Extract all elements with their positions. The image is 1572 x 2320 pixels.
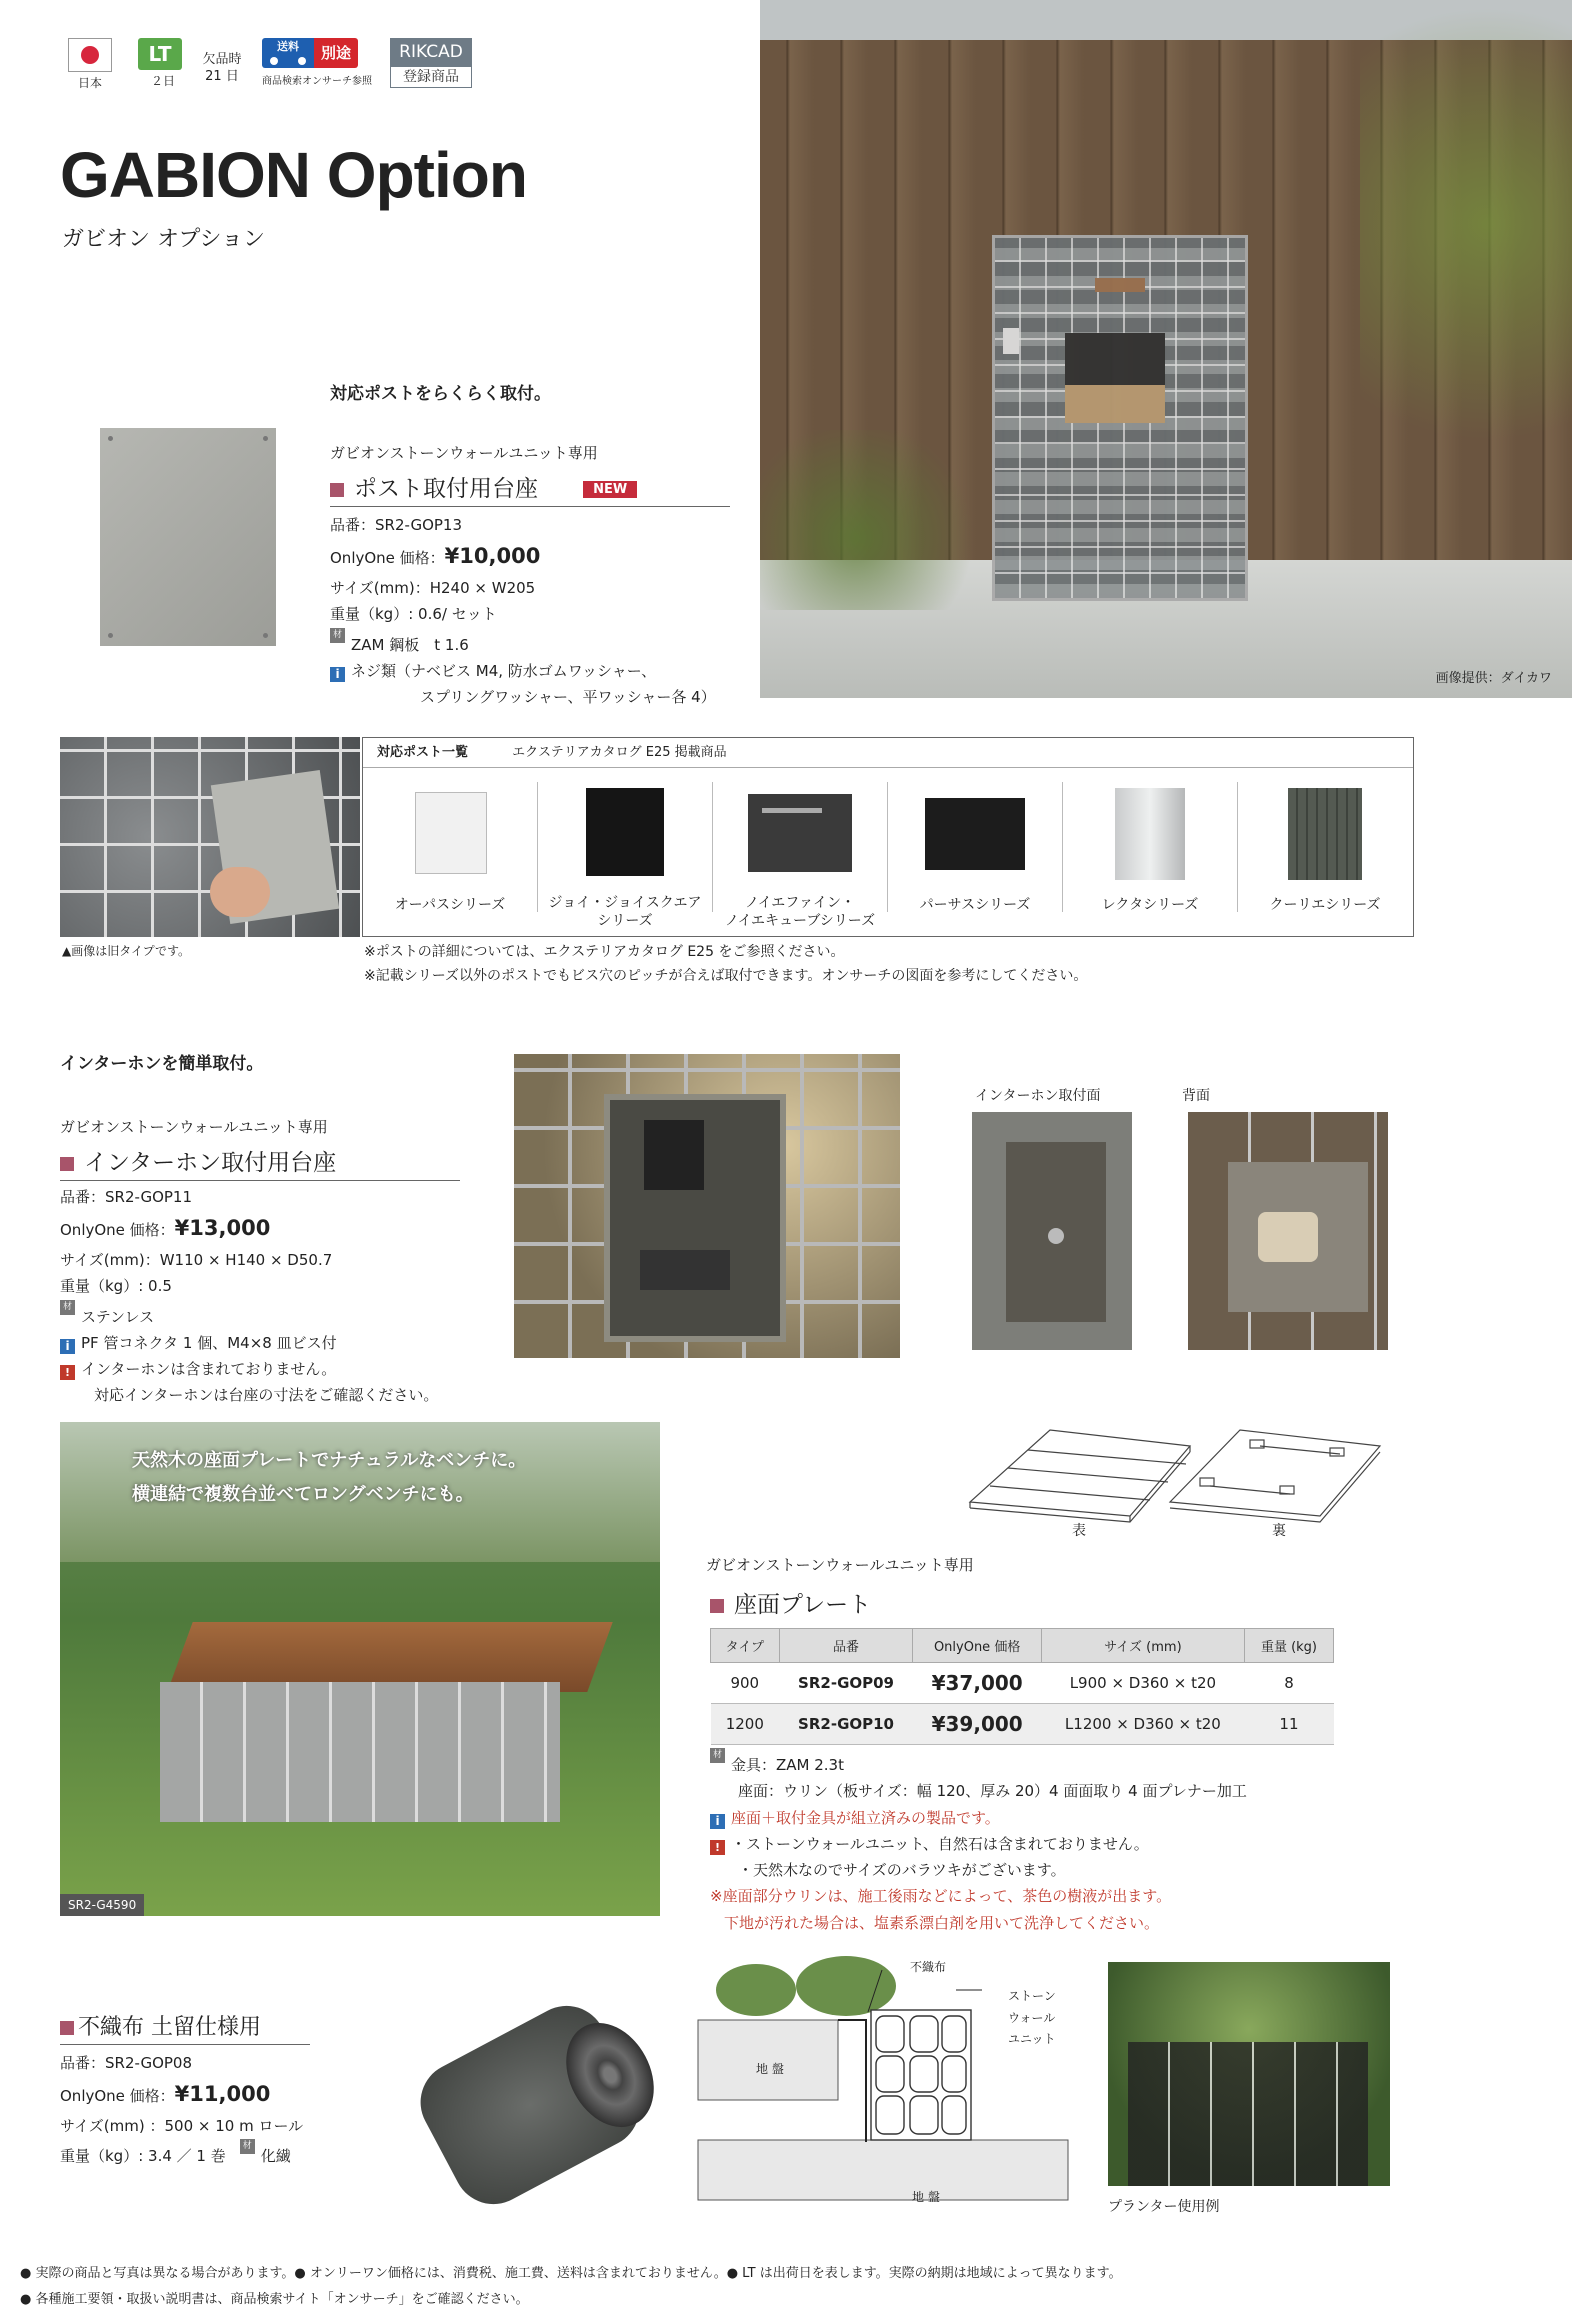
felt-line [838, 2020, 866, 2142]
accent-square-icon [60, 1157, 74, 1171]
cell-weight: 11 [1244, 1704, 1333, 1745]
material-icon: 材質 [330, 628, 345, 643]
intercom-spec [60, 1184, 500, 1409]
footer-note-2: ● 各種施工要領・取扱い説明書は、商品検索サイト「オンサーチ」をご確認ください。 [20, 2292, 529, 2307]
ship-tag-left: 送料 [277, 40, 299, 53]
mailbox [1065, 333, 1165, 423]
post-tile-label: パーサスシリーズ [919, 896, 1031, 913]
stock-days: 21 日 [205, 68, 239, 84]
intercom-series-note: ガビオンストーンウォールユニット専用 [60, 1118, 328, 1136]
info-icon: i [330, 667, 345, 682]
post-price-label: OnlyOne 価格： [330, 549, 445, 568]
intercom-back-photo [1188, 1112, 1388, 1350]
post-list-title: 対応ポスト一覧 [377, 745, 469, 760]
ship-tag-right: 別途 [314, 38, 358, 68]
intercom-back-label: 背面 [1182, 1088, 1210, 1104]
hero-photo [760, 0, 1572, 698]
felt-price-label: OnlyOne 価格： [60, 2087, 175, 2106]
bench [160, 1622, 600, 1822]
intercom-lead: インターホンを簡単取付。 [60, 1054, 264, 1074]
post-price: ¥10,000 [444, 544, 541, 569]
rikcad-badge [390, 38, 472, 88]
seat-warn-2: ・天然木なのでサイズのバラツキがございます。 [738, 1861, 1066, 1879]
bench-code-tag: SR2-G4590 [60, 1894, 144, 1916]
truck-icon [262, 38, 314, 68]
bench-caption-1: 天然木の座面プレートでナチュラルなベンチに。 [132, 1450, 527, 1471]
felt-underline [60, 2044, 310, 2045]
cell-size: L1200 × D360 × t20 [1041, 1704, 1244, 1745]
col-type: タイプ [711, 1629, 780, 1663]
seat-spec-table [710, 1628, 1334, 1745]
intercom-front-label: インターホン取付面 [975, 1088, 1101, 1104]
diagram-wall-1: ストーン [1008, 1989, 1056, 2003]
post-list-note-2: ※記載シリーズ以外のポストでもビス穴のピッチが合えば取付できます。オンサーチの図面を参考にしてください。 [364, 968, 1088, 984]
felt-price: ¥11,000 [174, 2082, 271, 2107]
post-list-header [363, 738, 1413, 768]
ship-note: 商品検索オンサーチ参照 [262, 76, 372, 87]
post-info-1: ネジ類（ナベビス M4, 防水ゴムワッシャー、 [351, 661, 657, 680]
post-tile-label: レクタシリーズ [1101, 896, 1199, 913]
intercom-material: ステンレス [81, 1307, 155, 1326]
lt-days: ２日 [150, 74, 175, 88]
origin-label: 日本 [77, 76, 102, 90]
post-tile-neue[interactable] [713, 782, 888, 929]
diagram-ground-2: 地 盤 [912, 2190, 940, 2204]
intercom-weight: 重量（kg）: 0.5 [60, 1277, 172, 1296]
wall-unit [871, 2010, 971, 2140]
planter-photo [1108, 1962, 1390, 2186]
intercom-name: インターホン取付用台座 [84, 1150, 337, 1176]
seat-red-2: 下地が汚れた場合は、塩素系漂白剤を用いて洗浄してください。 [724, 1913, 1160, 1932]
col-price: OnlyOne 価格 [913, 1629, 1041, 1663]
seat-name-row [710, 1586, 871, 1622]
col-weight: 重量 (kg) [1244, 1629, 1333, 1663]
seat-back-drawing [1170, 1430, 1380, 1522]
cell-price: ¥39,000 [913, 1704, 1041, 1745]
seat-warn-1: ・ストーンウォールユニット、自然石は含まれておりません。 [731, 1834, 1149, 1853]
post-code: 品番：SR2-GOP13 [330, 516, 463, 534]
old-type-caption: ▲画像は旧タイプです。 [62, 944, 191, 958]
stock-badge [200, 52, 244, 86]
post-tile-label: ジョイ・ジョイスクエア シリーズ [548, 895, 702, 929]
cell-code: SR2-GOP10 [779, 1704, 913, 1745]
lt-icon: LT [138, 38, 182, 70]
intercom-warn-2: 対応インターホンは台座の寸法をご確認ください。 [94, 1386, 439, 1405]
accent-square-icon [60, 2021, 74, 2035]
intercom-name-row [60, 1144, 460, 1181]
post-base-image [100, 428, 276, 646]
felt-code: 品番：SR2-GOP08 [60, 2054, 193, 2072]
seat-red-1: ※座面部分ウリンは、施工後雨などによって、茶色の樹液が出ます。 [710, 1887, 1172, 1906]
felt-spec [60, 2050, 440, 2170]
felt-name-row [60, 2010, 261, 2044]
intercom-unit [1003, 328, 1019, 354]
post-spec [330, 512, 750, 710]
cell-type: 1200 [711, 1704, 780, 1745]
info-icon: i [60, 1339, 75, 1354]
diagram-wall-2: ウォール [1008, 2010, 1056, 2025]
seat-series-note: ガビオンストーンウォールユニット専用 [706, 1556, 974, 1574]
post-image [925, 798, 1025, 870]
post-image [586, 788, 664, 876]
post-image [415, 792, 487, 874]
table-row [711, 1663, 1334, 1704]
post-list-note-1: ※ポストの詳細については、エクステリアカタログ E25 をご参照ください。 [364, 944, 845, 960]
post-tile-label: ノイエファイン・ ノイエキューブシリーズ [724, 895, 876, 929]
felt-size: サイズ(mm) ：500 × 10 m ロール [60, 2117, 304, 2135]
intercom-device [604, 1094, 786, 1342]
diagram-felt-label: 不織布 [910, 1960, 947, 1974]
post-list-catalog: エクステリアカタログ E25 掲載商品 [512, 745, 727, 760]
seat-back-label: 裏 [1272, 1523, 1286, 1539]
diagram-wall-label [1008, 1986, 1056, 2051]
cell-price: ¥37,000 [913, 1663, 1041, 1704]
seat-front-drawing [970, 1430, 1190, 1522]
post-tile-courier[interactable] [1238, 782, 1412, 912]
diagram-ground-1: 地 盤 [756, 2062, 784, 2076]
intercom-info: PF 管コネクタ 1 個、M4×8 皿ビス付 [81, 1333, 337, 1352]
post-tile-label: クーリエシリーズ [1269, 896, 1381, 913]
table-header-row [711, 1629, 1334, 1663]
origin-badge [68, 38, 112, 91]
post-size: サイズ(mm)：H240 × W205 [330, 579, 536, 597]
post-image [1288, 788, 1362, 880]
info-icon: i [710, 1814, 725, 1829]
intercom-warn-1: インターホンは含まれておりません。 [81, 1360, 337, 1378]
bench-photo [60, 1422, 660, 1916]
hero-credit: 画像提供：ダイカワ [1435, 671, 1552, 686]
intercom-price: ¥13,000 [174, 1216, 271, 1241]
page-title: GABION Option [60, 139, 527, 211]
planter-caption: プランター使用例 [1108, 2199, 1220, 2215]
material-icon: 材質 [240, 2139, 255, 2154]
intercom-size: サイズ(mm)：W110 × H140 × D50.7 [60, 1251, 333, 1269]
post-list-box [362, 737, 1414, 937]
post-tile-joy[interactable] [538, 782, 713, 929]
material-icon: 材質 [710, 1748, 725, 1763]
diagram-wall-3: ユニット [1008, 2032, 1056, 2047]
post-tile-opus[interactable] [363, 782, 538, 912]
shipping-badge [262, 38, 376, 87]
col-code: 品番 [779, 1629, 913, 1663]
table-row [711, 1704, 1334, 1745]
new-badge: NEW [583, 481, 637, 498]
seat-notes [710, 1748, 1410, 1936]
accent-square-icon [710, 1599, 724, 1613]
intercom-price-label: OnlyOne 価格： [60, 1221, 175, 1240]
post-tile-label: オーパスシリーズ [394, 896, 506, 913]
install-photo [60, 737, 360, 937]
seat-mat-1: 金具：ZAM 2.3t [731, 1756, 844, 1774]
post-image [1115, 788, 1185, 880]
nameplate [1095, 278, 1145, 292]
cell-code: SR2-GOP09 [779, 1663, 913, 1704]
post-tile-persus[interactable] [888, 782, 1063, 912]
post-tile-recta[interactable] [1063, 782, 1238, 912]
cell-size: L900 × D360 × t20 [1041, 1663, 1244, 1704]
warning-icon: ! [60, 1365, 75, 1380]
seat-mat-2: 座面：ウリン（板サイズ：幅 120、厚み 20）4 面面取り 4 面プレナー加工 [738, 1782, 1247, 1801]
gabion-wall [992, 235, 1248, 601]
post-image [748, 794, 852, 872]
intercom-photo [514, 1054, 900, 1358]
post-weight: 重量（kg）: 0.6/ セット [330, 605, 497, 624]
seat-info: 座面＋取付金具が組立済みの製品です。 [731, 1808, 1000, 1827]
seat-front-label: 表 [1072, 1523, 1086, 1539]
rikcad-top: RIKCAD [390, 38, 472, 66]
stock-label: 欠品時 [202, 52, 242, 67]
seat-plate-diagram [960, 1406, 1400, 1546]
accent-square-icon [330, 483, 344, 497]
lt-badge [138, 38, 188, 89]
felt-material: 化繊 [260, 2147, 291, 2166]
footer-note-1: ● 実際の商品と写真は異なる場合があります。● オンリーワン価格には、消費税、施工費、送料は含まれておりません。● LT は出荷日を表します。実際の納期は地域によって異なります。 [20, 2266, 1122, 2281]
japan-flag-icon [68, 38, 112, 72]
rikcad-bottom: 登録商品 [390, 66, 472, 88]
post-series-note: ガビオンストーンウォールユニット専用 [330, 444, 598, 462]
felt-name: 不織布 土留仕様用 [78, 2015, 261, 2040]
plants [716, 1956, 896, 2016]
post-lead: 対応ポストをらくらく取付。 [330, 384, 551, 404]
post-name: ポスト取付用台座 [354, 476, 538, 502]
col-size: サイズ (mm) [1041, 1629, 1244, 1663]
felt-roll-image [420, 2010, 660, 2190]
post-name-row [330, 470, 730, 507]
cell-type: 900 [711, 1663, 780, 1704]
cell-weight: 8 [1244, 1663, 1333, 1704]
seat-name: 座面プレート [734, 1592, 872, 1618]
material-icon: 材質 [60, 1300, 75, 1315]
intercom-code: 品番：SR2-GOP11 [60, 1188, 193, 1206]
page-subtitle: ガビオン オプション [62, 227, 266, 252]
post-info-2: スプリングワッシャー、平ワッシャー各 4） [420, 688, 716, 706]
warning-icon: ! [710, 1840, 725, 1855]
felt-weight: 重量（kg）: 3.4 ／ 1 巻 [60, 2147, 226, 2166]
intercom-front-photo [972, 1112, 1132, 1350]
post-material: ZAM 鋼板 t 1.6 [351, 635, 469, 654]
bench-caption-2: 横連結で複数台並べてロングベンチにも。 [132, 1484, 474, 1505]
